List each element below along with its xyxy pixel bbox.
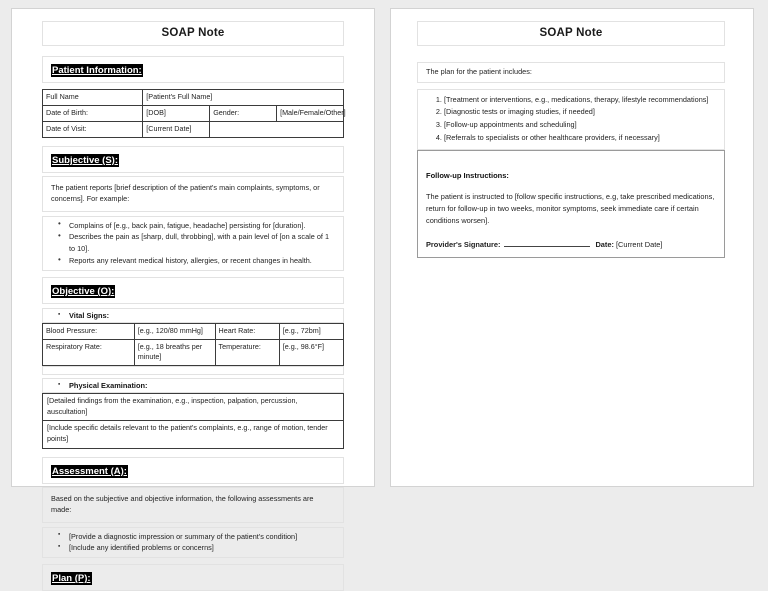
physical-examination-label: ▪ Physical Examination: (49, 381, 337, 390)
list-item: 4. [Referrals to specialists or other healthcare providers, if necessary] (444, 132, 720, 145)
page-2-title: SOAP Note (417, 21, 725, 46)
plan-items-box (417, 89, 725, 150)
page-2-content (417, 21, 725, 258)
plan-intro-box (417, 62, 725, 83)
physical-examination-label-box (42, 378, 344, 393)
cell-heart-rate-value[interactable]: [e.g., 72bm] (279, 323, 343, 339)
page-1-content (42, 21, 344, 591)
subjective-intro-box (42, 176, 344, 212)
cell-full-name-value[interactable]: [Patient's Full Name] (143, 90, 344, 106)
page-1-title: SOAP Note (42, 21, 344, 46)
vital-signs-label: ▪ Vital Signs: (49, 311, 337, 320)
subjective-bullets-box (42, 216, 344, 271)
patient-information-heading-box (42, 56, 344, 83)
follow-up-text: The patient is instructed to [follow specific instructions, e.g, take prescribed medications, return for follow-up in two weeks, monitor symptoms, seek immediate care if certain conditions worsen]. (426, 192, 715, 226)
cell-visit-date-value[interactable]: [Current Date] (143, 122, 210, 138)
table-row (43, 90, 344, 106)
date-label: Date: (595, 240, 614, 250)
table-row (43, 323, 344, 339)
date-value[interactable]: [Current Date] (616, 240, 663, 250)
cell-blood-pressure-label: Blood Pressure: (43, 323, 135, 339)
vital-signs-table (42, 323, 344, 366)
cell-gender-label: Gender: (210, 106, 277, 122)
subjective-heading-box (42, 146, 344, 173)
vital-signs-label-box (42, 308, 344, 323)
cell-full-name-label: Full Name (43, 90, 143, 106)
cell-heart-rate-label: Heart Rate: (215, 323, 279, 339)
assessment-heading: Assessment (A): (52, 465, 127, 477)
cell-visit-empty[interactable] (210, 122, 344, 138)
list-item: 1. [Treatment or interventions, e.g., medications, therapy, lifestyle recommendations] (444, 94, 720, 107)
assessment-intro-text: Based on the subjective and objective information, the following assessments are made: (51, 493, 314, 515)
signature-line[interactable] (504, 239, 590, 247)
assessment-bullet-list (49, 531, 337, 555)
patient-information-heading: Patient Information: (52, 65, 142, 76)
list-item: • Complains of [e.g., back pain, fatigue, headache] persisting for [duration]. (69, 220, 337, 232)
assessment-heading-box (42, 457, 344, 484)
plan-intro-text: The plan for the patient includes: (426, 67, 532, 76)
list-item: • Describes the pain as [sharp, dull, throbbing], with a pain level of [on a scale of 1 to 10]. (69, 231, 337, 255)
cell-dob-label: Date of Birth: (43, 106, 143, 122)
list-item: 3. [Follow-up appointments and scheduling] (444, 119, 720, 132)
objective-spacer-control (42, 366, 344, 375)
cell-respiratory-rate-value[interactable]: [e.g., 18 breaths per minute] (134, 339, 215, 365)
plan-heading-box (42, 564, 344, 591)
objective-heading-box (42, 277, 344, 304)
document-page-1 (11, 8, 375, 585)
table-row (43, 106, 344, 122)
subjective-intro-text: The patient reports [brief description of the patient's main complaints, symptoms, or concerns]. For example: (51, 183, 320, 204)
assessment-bullets-box (42, 527, 344, 559)
cell-dob-value[interactable]: [DOB] (143, 106, 210, 122)
plan-heading: Plan (P): (52, 573, 91, 585)
list-item: ▪ [Provide a diagnostic impression or summary of the patient's condition] (69, 531, 337, 543)
physical-exam-paragraph-1[interactable]: [Detailed findings from the examination, e.g., inspection, palpation, percussion, auscultation] (42, 393, 344, 422)
follow-up-heading: Follow-up Instructions: (426, 171, 509, 181)
assessment-intro-box (42, 487, 344, 523)
objective-heading: Objective (O): (52, 285, 115, 297)
cell-visit-date-label: Date of Visit: (43, 122, 143, 138)
plan-item-list (422, 94, 720, 144)
subjective-bullet-list (49, 220, 337, 267)
cell-temperature-label: Temperature: (215, 339, 279, 365)
list-item: • Reports any relevant medical history, allergies, or recent changes in health. (69, 255, 337, 267)
provider-signature-label: Provider's Signature: (426, 240, 501, 250)
document-page-2 (390, 8, 754, 487)
follow-up-box (417, 150, 725, 258)
table-row (43, 122, 344, 138)
cell-respiratory-rate-label: Respiratory Rate: (43, 339, 135, 365)
table-row (43, 339, 344, 365)
cell-temperature-value[interactable]: [e.g., 98.6°F] (279, 339, 343, 365)
list-item: ▪ [Include any identified problems or concerns] (69, 542, 337, 554)
physical-exam-paragraph-2[interactable]: [Include specific details relevant to the patient's complaints, e.g., range of motion, tender points] (42, 421, 344, 449)
list-item: 2. [Diagnostic tests or imaging studies, if needed] (444, 106, 720, 119)
cell-blood-pressure-value[interactable]: [e.g., 120/80 mmHg] (134, 323, 215, 339)
provider-signature-row (426, 239, 716, 249)
cell-gender-value[interactable]: [Male/Female/Other] (277, 106, 344, 122)
patient-information-table (42, 89, 344, 138)
subjective-heading: Subjective (S): (52, 155, 118, 166)
